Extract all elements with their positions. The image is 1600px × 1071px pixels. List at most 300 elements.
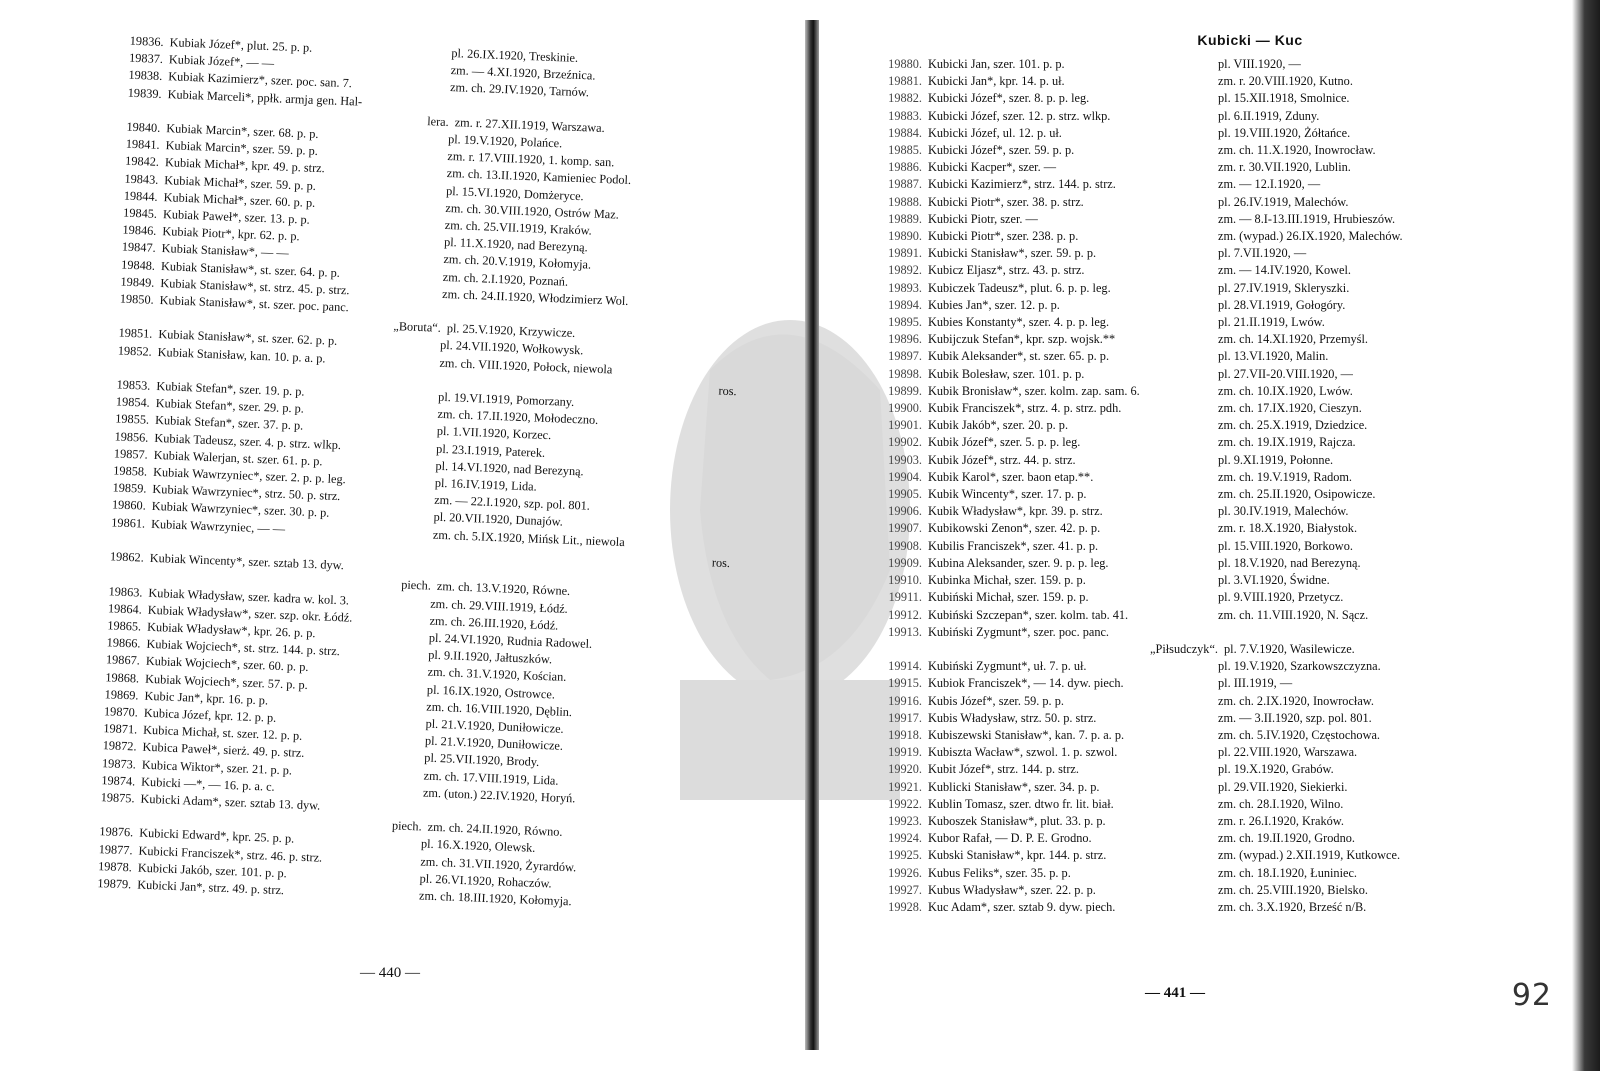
entry-fate: pl. 19.VI.1919, Pomorzany. — [437, 389, 575, 410]
entry-fate: pl. 19.V.1920, Szarkowszczyzna. — [1218, 659, 1381, 674]
entry-name: piech. — [391, 818, 422, 834]
entry-fate: pl. 19.V.1920, Polańce. — [447, 131, 563, 151]
entry-name: Kubis Józef*, szer. 59. p. p. — [928, 693, 1064, 708]
entry-number: 19892. — [888, 263, 922, 278]
entry-row — [880, 297, 1560, 314]
entry-name: Kubicki Józef, szer. 12. p. strz. wlkp. — [928, 108, 1111, 123]
entry-fate: pl. 25.VII.1920, Brody. — [424, 750, 540, 770]
entry-number: 19888. — [888, 194, 922, 209]
entry-number: 19901. — [888, 418, 922, 433]
entry-name: Kubiak Stanisław*, st. szer. 62. p. p. — [158, 327, 338, 349]
entry-fate: pl. 27.VII-20.VIII.1920, — — [1218, 366, 1353, 381]
entry-number: 19874. — [101, 772, 136, 789]
book-gutter — [805, 20, 819, 1050]
entry-fate: pl. VIII.1920, — — [1218, 57, 1301, 71]
entry-number: 19840. — [126, 119, 161, 135]
entry-fate: pl. 23.I.1919, Paterek. — [435, 441, 546, 460]
entry-number: 19895. — [888, 315, 922, 330]
entry-fate: zm. r. 26.I.1920, Kraków. — [1218, 813, 1344, 828]
entry-number: 19928. — [888, 899, 922, 914]
entry-fate: zm. ch. 11.X.1920, Inowrocław. — [1218, 143, 1376, 158]
entry-fate: pl. 7.V.1920, Wasilewicze. — [1224, 641, 1355, 656]
entry-fate: zm. (wypad.) 2.XII.1919, Kutkowce. — [1218, 848, 1401, 863]
entry-fate: zm. ch. 17.VIII.1919, Lida. — [423, 768, 559, 788]
entry-fate: zm. ch. 5.IV.1920, Częstochowa. — [1218, 727, 1380, 742]
entry-fate: pl. 16.X.1920, Olewsk. — [420, 836, 536, 856]
entry-name: Kubicki Jan*, kpr. 14. p. uł. — [928, 74, 1065, 89]
entry-name: Kubicki Kacper*, szer. — — [928, 160, 1057, 175]
page-number-right: — 441 — — [1145, 985, 1205, 1001]
entry-number: 19915. — [888, 676, 922, 691]
entry-fate: pl. 7.VII.1920, — — [1218, 246, 1307, 261]
entry-number: 19924. — [888, 831, 922, 846]
entry-fate: pl. III.1919, — — [1218, 676, 1293, 691]
entry-number: 19849. — [120, 274, 155, 290]
entry-fate: zm. ch. 13.II.1920, Kamieniec Podol. — [446, 166, 632, 188]
entry-name: Kubiak Michał*, kpr. 49. p. strz. — [164, 155, 325, 176]
entry-name: Kubiak Marceli*, ppłk. armja gen. Hal- — [167, 86, 363, 109]
entry-fate: zm. ch. 18.I.1920, Łuniniec. — [1218, 865, 1357, 880]
entry-name: Kubicki Piotr*, szer. 38. p. strz. — [928, 194, 1084, 209]
entry-row — [880, 503, 1560, 520]
entry-number: 19871. — [103, 721, 138, 737]
entry-number: 19922. — [888, 796, 922, 811]
entry-row — [880, 572, 1560, 589]
entry-fate: zm. ch. 25.X.1919, Dziedzice. — [1218, 418, 1368, 433]
entry-row — [880, 245, 1560, 262]
entry-number: 19927. — [888, 882, 922, 897]
entry-fate: zm. ch. 19.V.1919, Radom. — [1218, 469, 1353, 484]
entry-name: Kubik Bolesław, szer. 101. p. p. — [928, 366, 1085, 381]
entry-fate: pl. 27.IV.1919, Skleryszki. — [1218, 280, 1350, 295]
entry-number: 19841. — [125, 136, 160, 153]
entry-fate: zm. (wypad.) 26.IX.1920, Malechów. — [1218, 229, 1403, 244]
entry-number: 19863. — [108, 583, 143, 600]
entry-name: Kubiak Michał*, szer. 60. p. p. — [163, 189, 316, 210]
entry-name: Kubica Józef, kpr. 12. p. p. — [143, 705, 277, 725]
entry-fate: zm. r. 17.VIII.1920, 1. komp. san. — [447, 149, 615, 170]
entry-row — [880, 400, 1560, 417]
entry-row — [880, 744, 1560, 761]
entry-fate: pl. 24.VI.1920, Rudnia Radowel. — [428, 630, 593, 651]
entry-name: Kubicki Edward*, kpr. 25. p. p. — [138, 825, 295, 846]
entry-fate: pl. 30.IV.1919, Malechów. — [1218, 504, 1349, 519]
entry-name: Kubic Jan*, kpr. 16. p. p. — [144, 688, 269, 708]
entry-name: Kubicki Piotr, szer. — — [928, 211, 1038, 226]
entry-number: 19893. — [888, 280, 922, 295]
entry-fate: zm. ch. 18.III.1920, Kołomyja. — [418, 888, 572, 909]
entry-number: 19916. — [888, 693, 922, 708]
entry-fate: zm. — 14.IV.1920, Kowel. — [1218, 263, 1351, 278]
entry-row — [880, 830, 1560, 847]
entry-number: 19844. — [123, 188, 158, 204]
entry-name: Kubiak Stefan*, szer. 37. p. p. — [154, 413, 304, 434]
entry-row — [880, 813, 1560, 830]
entry-name: piech. — [400, 577, 432, 593]
entry-name: Kubiak Władysław, szer. kadra w. kol. 3. — [148, 585, 350, 608]
entry-number: 19865. — [107, 618, 142, 634]
entry-number: 19905. — [888, 487, 922, 502]
entry-name: Kubski Stanisław*, kpr. 144. p. strz. — [928, 848, 1107, 863]
entry-number: 19910. — [888, 573, 922, 588]
entry-fate: zm. — 22.I.1920, szp. pol. 801. — [433, 492, 591, 513]
entry-name: Kubik Karol*, szer. baon etap.**. — [928, 469, 1094, 484]
entry-name: Kubiak Władysław*, kpr. 26. p. p. — [146, 619, 316, 641]
entry-number: 19877. — [98, 841, 133, 857]
entry-number: 19914. — [888, 659, 922, 674]
entry-name: Kubiak Wawrzyniec*, szer. 30. p. p. — [151, 499, 330, 521]
entry-name: „Piłsudczyk“. — [1150, 641, 1218, 656]
entry-fate: zm. ch. 26.III.1920, Łódź. — [429, 613, 559, 633]
entry-fate: zm. ch. 25.VII.1919, Kraków. — [444, 217, 593, 238]
entry-name: Kubiak Wojciech*, st. strz. 144. p. strz. — [146, 636, 341, 659]
entry-number: 19858. — [113, 463, 148, 479]
entry-fate: pl. 22.VIII.1920, Warszawa. — [1218, 745, 1358, 760]
entry-name: Kubiński Zygmunt*, uł. 7. p. uł. — [928, 659, 1087, 674]
entry-number: 19876. — [99, 824, 134, 840]
entry-row — [880, 779, 1560, 796]
entry-name: Kubilis Franciszek*, szer. 41. p. p. — [928, 538, 1099, 553]
entry-name: Kubiak Józef*, plut. 25. p. p. — [169, 35, 313, 55]
entry-row — [880, 899, 1560, 916]
entry-fate: zm. ch. 24.II.1920, Włodzimierz Wol. — [441, 286, 629, 308]
entry-fate: pl. 26.IV.1919, Malechów. — [1218, 194, 1349, 209]
entry-fate: zm. ch. 10.IX.1920, Lwów. — [1218, 383, 1353, 398]
entry-row — [880, 452, 1560, 469]
entry-name: Kubiak Tadeusz, szer. 4. p. strz. wlkp. — [154, 430, 342, 452]
entry-name: Kubus Feliks*, szer. 35. p. p. — [928, 865, 1071, 880]
entry-row — [880, 159, 1560, 176]
entry-name: Kubicki Jan, szer. 101. p. p. — [928, 57, 1065, 71]
entry-name: Kubicki Adam*, szer. sztab 13. dyw. — [140, 791, 321, 813]
entry-name: Kubicki Józef, ul. 12. p. uł. — [928, 125, 1062, 140]
entry-number: 19887. — [888, 177, 922, 192]
entry-name: Kubicki Józef*, szer. 8. p. p. leg. — [928, 91, 1090, 106]
entry-name: Kubiczek Tadeusz*, plut. 6. p. p. leg. — [928, 280, 1111, 295]
entry-fate: zm. ch. 11.VIII.1920, N. Sącz. — [1218, 607, 1369, 622]
entry-number: 19912. — [888, 607, 922, 622]
entry-name: Kubies Konstanty*, szer. 4. p. p. leg. — [928, 315, 1110, 330]
entry-number: 19856. — [114, 429, 149, 445]
entry-name: Kubiak Józef*, — — — [168, 52, 275, 71]
entry-number: 19903. — [888, 452, 922, 467]
entry-number: 19899. — [888, 383, 922, 398]
entry-number: 19917. — [888, 710, 922, 725]
entry-name: Kubik Józef*, strz. 44. p. strz. — [928, 452, 1076, 467]
entry-row — [880, 108, 1560, 125]
entry-row — [880, 314, 1560, 331]
entry-number: 19898. — [888, 366, 922, 381]
entry-row — [880, 176, 1560, 193]
entry-name: Kubicki Piotr*, szer. 238. p. p. — [928, 229, 1079, 244]
entry-number: 19878. — [97, 858, 133, 875]
entry-name: Kubiszta Wacław*, szwol. 1. p. szwol. — [928, 745, 1118, 760]
entry-number: 19850. — [119, 291, 154, 307]
entry-row — [880, 675, 1560, 692]
entry-name: Kubicki Stanisław*, szer. 59. p. p. — [928, 246, 1097, 261]
entry-fate: zm. ch. 31.V.1920, Kościan. — [427, 664, 567, 685]
entry-row — [880, 366, 1560, 383]
entry-name: Kubik Aleksander*, st. szer. 65. p. p. — [928, 349, 1110, 364]
entry-fate: pl. 13.VI.1920, Malin. — [1218, 349, 1329, 364]
entry-number: 19851. — [118, 325, 153, 342]
entry-name: Kubica Michał, st. szer. 12. p. p. — [142, 722, 303, 743]
entry-fate: zm. r. 18.X.1920, Białystok. — [1218, 521, 1358, 536]
entry-fate: pl. 25.V.1920, Krzywicze. — [446, 321, 576, 341]
entry-name: Kubicki —*, — 16. p. a. c. — [140, 774, 275, 794]
entry-fate: zm. ch. 17.II.1920, Mołodeczno. — [437, 407, 599, 428]
entry-fate: zm. ch. 17.IX.1920, Cieszyn. — [1218, 401, 1362, 416]
entry-name: Kubiak Stanisław*, — — — [161, 241, 289, 261]
entry-row — [880, 658, 1560, 675]
entry-number: 19848. — [120, 257, 156, 273]
entry-name: Kubicki Jan*, strz. 49. p. strz. — [136, 877, 285, 898]
entry-number: 19854. — [115, 394, 151, 410]
entry-row — [880, 693, 1560, 710]
entry-number: 19907. — [888, 521, 922, 536]
entry-name: Kubiak Wawrzyniec, — — — [150, 516, 286, 536]
entry-name: Kubor Rafał, — D. P. E. Grodno. — [928, 831, 1092, 846]
entry-row — [880, 417, 1560, 434]
entry-fate: zm. r. 30.VII.1920, Lublin. — [1218, 160, 1351, 175]
entry-fate: zm. ch. 5.IX.1920, Mińsk Lit., niewola — [432, 527, 625, 549]
entry-number: 19853. — [116, 377, 151, 393]
entry-fate: zm. ch. 25.VIII.1920, Bielsko. — [1218, 882, 1368, 897]
entry-name: Kubikowski Zenon*, szer. 42. p. p. — [928, 521, 1101, 536]
entry-number: 19881. — [888, 74, 922, 89]
entry-number: 19845. — [122, 205, 158, 221]
entry-fate: pl. 29.VII.1920, Siekierki. — [1218, 779, 1348, 794]
entry-name: Kubik Władysław*, kpr. 39. p. strz. — [928, 504, 1103, 519]
entry-fate: pl. 21.V.1920, Duniłowicze. — [424, 733, 564, 753]
entry-fate: pl. 15.XII.1918, Smolnice. — [1218, 91, 1350, 106]
entry-row — [880, 589, 1560, 606]
entry-fate: zm. — 4.XI.1920, Brzeźnica. — [450, 63, 596, 83]
entry-row — [880, 710, 1560, 727]
entry-row — [880, 555, 1560, 572]
entry-row — [880, 434, 1560, 451]
entry-number: 19911. — [888, 590, 922, 605]
entry-row — [880, 142, 1560, 159]
entry-number: 19846. — [122, 222, 157, 239]
entry-name: Kubis Władysław, strz. 50. p. strz. — [928, 710, 1097, 725]
entry-name: Kubiak Marcin*, szer. 59. p. p. — [165, 138, 319, 159]
entry-row — [880, 56, 1560, 73]
entry-row — [880, 383, 1560, 400]
entry-fate: zm. ch. 29.VIII.1919, Łódź. — [430, 596, 569, 616]
entry-number: 19868. — [105, 669, 140, 686]
entry-row — [880, 280, 1560, 297]
entry-name: Kubijczuk Stefan*, kpr. szp. wojsk.** — [928, 332, 1116, 347]
entry-fate: zm. — 8.I-13.III.1919, Hrubieszów. — [1218, 211, 1396, 226]
entry-row — [880, 228, 1560, 245]
entry-fate: zm. ch. 30.VIII.1920, Ostrów Maz. — [445, 200, 620, 222]
scan-edge-shadow — [1572, 0, 1600, 1071]
entry-number: 19880. — [888, 57, 922, 71]
entry-fate: pl. 3.VI.1920, Świdne. — [1218, 573, 1330, 588]
entry-row — [880, 331, 1560, 348]
entry-fate: zm. ch. 24.II.1920, Równo. — [427, 819, 563, 840]
entry-number: 19904. — [888, 469, 922, 484]
entry-name: Kubiak Wawrzyniec*, szer. 2. p. p. leg. — [152, 464, 346, 487]
entry-number: 19842. — [124, 154, 160, 170]
entry-name: Kubina Aleksander, szer. 9. p. p. leg. — [928, 555, 1109, 570]
entry-name: Kubit Józef*, strz. 144. p. strz. — [928, 762, 1079, 777]
entry-number: 19838. — [128, 68, 163, 84]
right-page — [880, 32, 1560, 916]
entry-name: Kubinka Michał, szer. 159. p. p. — [928, 573, 1086, 588]
entry-name: Kubicki Kazimierz*, strz. 144. p. strz. — [928, 177, 1116, 192]
entry-fate: pl. 28.VI.1919, Gołogóry. — [1218, 297, 1346, 312]
entry-row — [880, 882, 1560, 899]
entry-fate: zm. ch. 13.V.1920, Równe. — [436, 579, 571, 599]
entry-fate: pl. 9.XI.1919, Połonne. — [1218, 452, 1334, 467]
left-entry-list — [27, 30, 760, 916]
entry-number: 19867. — [105, 652, 141, 668]
entry-row — [880, 194, 1560, 211]
entry-number: 19869. — [104, 686, 139, 703]
entry-row — [880, 641, 1560, 658]
entry-fate: pl. 16.IX.1920, Ostrowce. — [426, 682, 556, 702]
entry-number: 19875. — [100, 790, 135, 806]
entry-number: 19923. — [888, 813, 922, 828]
entry-number: 19913. — [888, 624, 922, 639]
entry-name: Kubus Władysław*, szer. 22. p. p. — [928, 882, 1096, 897]
entry-fate: pl. 18.V.1920, nad Berezyną. — [1218, 555, 1361, 570]
entry-fate: pl. 9.VIII.1920, Przetycz. — [1218, 590, 1344, 605]
entry-number: 19920. — [888, 762, 922, 777]
entry-name: Kubiak Stanisław, kan. 10. p. a. p. — [157, 344, 326, 366]
entry-fate: zm. ch. 16.VIII.1920, Dęblin. — [426, 699, 573, 719]
entry-row — [880, 847, 1560, 864]
entry-name: Kubik Bronisław*, szer. kolm. zap. sam. 6. — [928, 383, 1140, 398]
entry-fate: zm. ch. 3.X.1920, Brześć n/B. — [1218, 899, 1367, 914]
entry-name: Kubiński Zygmunt*, szer. poc. panc. — [928, 624, 1110, 639]
entry-number: 19890. — [888, 229, 922, 244]
entry-number: 19902. — [888, 435, 922, 450]
entry-fate: zm. r. 20.VIII.1920, Kutno. — [1218, 74, 1353, 89]
entry-number: 19886. — [888, 160, 922, 175]
entry-name: Kuboszek Stanisław*, plut. 33. p. p. — [928, 813, 1106, 828]
entry-number: 19860. — [111, 497, 147, 514]
entry-name: Kubik Józef*, szer. 5. p. p. leg. — [928, 435, 1081, 450]
entry-fate: pl. 16.IV.1919, Lida. — [434, 475, 537, 494]
entry-name: Kubicki Józef*, szer. 59. p. p. — [928, 143, 1075, 158]
entry-name: Kubiak Wojciech*, szer. 60. p. p. — [145, 654, 309, 675]
entry-row — [880, 624, 1560, 641]
entry-name: Kubiński Szczepan*, szer. kolm. tab. 41. — [928, 607, 1129, 622]
entry-row — [880, 469, 1560, 486]
entry-name: Kubicz Eljasz*, strz. 43. p. strz. — [928, 263, 1085, 278]
entry-name: Kubica Wiktor*, szer. 21. p. p. — [141, 757, 293, 777]
entry-number: 19870. — [103, 704, 139, 720]
entry-number: 19894. — [888, 297, 922, 312]
entry-number: 19925. — [888, 848, 922, 863]
entry-number: 19896. — [888, 332, 922, 347]
entry-name: Kubiak Władysław*, szer. szp. okr. Łódź. — [147, 602, 353, 625]
entry-name: Kubik Jakób*, szer. 20. p. p. — [928, 418, 1069, 433]
entry-name: Kubiak Wincenty*, szer. sztab 13. dyw. — [149, 550, 345, 573]
entry-name: Kubiak Piotr*, kpr. 62. p. p. — [162, 224, 300, 244]
entry-number: 19900. — [888, 401, 922, 416]
entry-number — [880, 641, 928, 658]
entry-number: 19857. — [113, 446, 149, 462]
entry-fate: pl. 19.VIII.1920, Żółtańce. — [1218, 125, 1351, 140]
entry-number: 19889. — [888, 211, 922, 226]
entry-fate: pl. 19.X.1920, Grabów. — [1218, 762, 1334, 777]
entry-number: 19855. — [115, 411, 150, 428]
entry-fate: zm. ch. 20.V.1919, Kołomyja. — [443, 252, 592, 272]
entry-fate: pl. 21.II.1919, Lwów. — [1218, 315, 1325, 330]
entry-row — [880, 727, 1560, 744]
entry-number: 19926. — [888, 865, 922, 880]
entry-fate: pl. 15.VIII.1920, Borkowo. — [1218, 538, 1353, 553]
entry-name: lera. — [426, 113, 450, 129]
entry-row — [880, 538, 1560, 555]
entry-name: Kubiak Kazimierz*, szer. poc. san. 7. — [168, 69, 353, 91]
entry-fate: pl. 20.VII.1920, Dunajów. — [433, 510, 564, 530]
entry-number: 19872. — [102, 738, 137, 754]
entry-number: 19918. — [888, 727, 922, 742]
page-number-left: — 440 — — [360, 965, 420, 981]
entry-number: 19879. — [97, 876, 132, 892]
entry-number: 19906. — [888, 504, 922, 519]
entry-fate: zm. — 12.I.1920, — — [1218, 177, 1321, 192]
entry-fate: zm. r. 27.XII.1919, Warszawa. — [454, 115, 605, 135]
entry-number: 19839. — [127, 85, 162, 101]
entry-fate: pl. 11.X.1920, nad Berezyną. — [443, 235, 588, 255]
entry-name: Kubiak Stefan*, szer. 19. p. p. — [156, 379, 305, 399]
entry-number: 19908. — [888, 538, 922, 553]
entry-number: 19836. — [129, 33, 164, 49]
entry-fate: zm. ch. 19.II.1920, Grodno. — [1218, 831, 1355, 846]
entry-name: Kublicki Stanisław*, szer. 34. p. p. — [928, 779, 1100, 794]
entry-row — [880, 211, 1560, 228]
entry-name: Kubiak Paweł*, szer. 13. p. p. — [162, 207, 311, 227]
entry-name: Kubiak Wawrzyniec*, strz. 50. p. strz. — [152, 482, 341, 504]
entry-fate: zm. ch. 31.VII.1920, Żyrardów. — [420, 853, 577, 874]
entry-name: Kubik Wincenty*, szer. 17. p. p. — [928, 487, 1087, 502]
entry-fate: zm. ch. 14.XI.1920, Przemyśl. — [1218, 332, 1368, 347]
entry-number: 19859. — [112, 480, 147, 496]
entry-fate: pl. 26.IX.1920, Treskinie. — [451, 46, 579, 65]
entry-fate: pl. 9.II.1920, Jałtuszków. — [428, 647, 553, 667]
entry-number: 19866. — [106, 635, 141, 651]
entry-name: Kubiak Marcin*, szer. 68. p. p. — [166, 121, 319, 142]
entry-fate: zm. ch. 29.IV.1920, Tarnów. — [449, 80, 590, 100]
entry-fate: zm. ch. 28.I.1920, Wilno. — [1218, 796, 1344, 811]
entry-row — [880, 262, 1560, 279]
entry-fate: pl. 15.VI.1920, Domżeryce. — [445, 183, 584, 203]
entry-number: 19883. — [888, 108, 922, 123]
entry-fate — [1218, 624, 1560, 641]
entry-name: Kubiok Franciszek*, — 14. dyw. piech. — [928, 676, 1124, 691]
entry-name: Kubiak Stefan*, szer. 29. p. p. — [155, 396, 305, 416]
entry-row — [880, 486, 1560, 503]
entry-fate: zm. ch. 19.IX.1919, Rajcza. — [1218, 435, 1356, 450]
left-page — [27, 30, 760, 916]
running-header: Kubicki — Kuc — [1197, 32, 1303, 48]
entry-number: 19837. — [128, 50, 164, 67]
entry-number: 19861. — [111, 515, 146, 531]
entry-name: „Boruta“. — [393, 319, 442, 336]
entry-name: Kubiak Wojciech*, szer. 57. p. p. — [144, 671, 309, 692]
entry-fate: ros. — [718, 383, 737, 399]
entry-number: 19919. — [888, 745, 922, 760]
entry-name: Kubicki Franciszek*, strz. 46. p. strz. — [138, 843, 323, 865]
entry-fate: zm. (uton.) 22.IV.1920, Horyń. — [422, 785, 576, 806]
entry-row — [880, 90, 1560, 107]
